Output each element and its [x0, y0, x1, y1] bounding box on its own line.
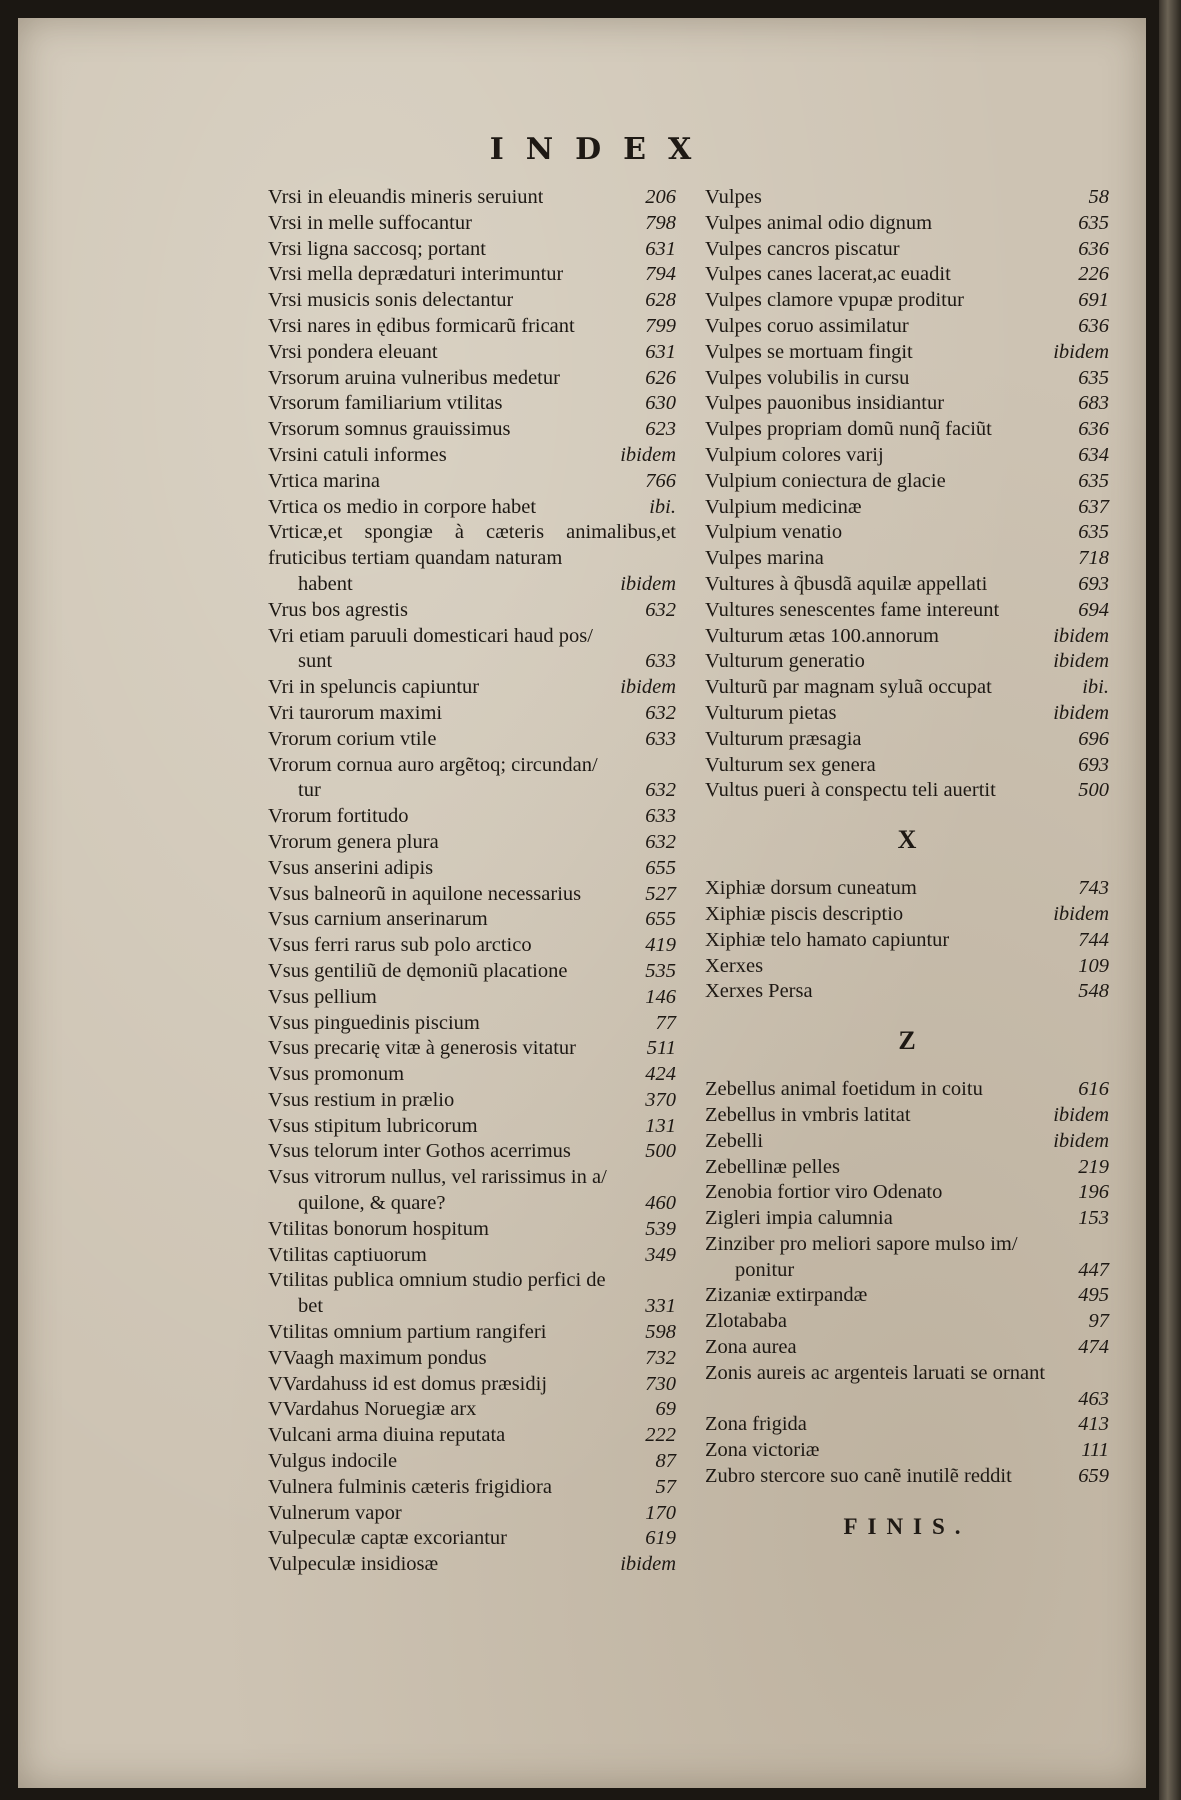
- entry-term: Vsus vitrorum nullus, vel rarissimus in a/: [268, 1166, 607, 1189]
- index-entry: [705, 727, 1109, 753]
- entry-term: Vsus precarię vitæ à generosis vitatur: [268, 1037, 576, 1060]
- index-entry: [705, 237, 1109, 263]
- entry-term: Vrorum cornua auro argẽtoq; circundan/: [268, 753, 598, 776]
- entry-term: Vulpium colores varij: [705, 443, 884, 466]
- entry-page: 691: [1078, 289, 1109, 312]
- entry-term: Vsus pellium: [268, 985, 377, 1008]
- entry-term: Zona victoriæ: [705, 1439, 820, 1462]
- entry-term: Vrorum genera plura: [268, 830, 439, 853]
- entry-page: 69: [655, 1398, 676, 1421]
- index-entry: [268, 366, 676, 392]
- entry-page: 634: [1078, 443, 1109, 466]
- index-entry: [268, 1397, 676, 1423]
- entry-page: 628: [645, 289, 676, 312]
- entry-term: Xiphiæ telo hamato capiuntur: [705, 928, 950, 951]
- entry-page: ibidem: [620, 572, 676, 595]
- entry-page: 630: [645, 392, 676, 415]
- entry-page: 146: [645, 985, 676, 1008]
- entry-page: 619: [645, 1527, 676, 1550]
- index-entry: [268, 1320, 676, 1346]
- entry-page: 131: [645, 1114, 676, 1137]
- index-entry: [705, 340, 1109, 366]
- entry-page: 632: [645, 598, 676, 621]
- entry-term: Vrticæ,et spongiæ à cæteris animalibus,et fruticibus tertiam quandam naturam: [268, 521, 676, 570]
- entry-term: Vtilitas captiuorum: [268, 1243, 427, 1266]
- index-entry: [268, 340, 676, 366]
- index-entry: [705, 185, 1109, 211]
- entry-page: 683: [1078, 392, 1109, 415]
- entry-page: ibidem: [1053, 340, 1109, 363]
- index-entry: [268, 1139, 676, 1165]
- index-entry: [268, 1088, 676, 1114]
- index-entry: [268, 185, 676, 211]
- entry-term: Vulgus indocile: [268, 1450, 398, 1473]
- index-entry: [268, 1372, 676, 1398]
- entry-term: Vulpes animal odio dignum: [705, 211, 933, 234]
- x-entries: [705, 876, 1109, 1005]
- index-entry: [268, 675, 676, 701]
- section-heading-x: X: [897, 825, 917, 855]
- index-entry: [705, 1309, 1109, 1335]
- index-entry: [705, 211, 1109, 237]
- index-entry: [705, 902, 1109, 928]
- index-entry: [268, 391, 676, 417]
- index-entry: [705, 624, 1109, 650]
- index-entry: [705, 366, 1109, 392]
- entry-term: Vulpes propriam domũ nunq̃ faciũt: [705, 418, 992, 441]
- entry-term: Vulnerum vapor: [268, 1501, 402, 1524]
- index-entry: [705, 649, 1109, 675]
- entry-page: ibi.: [1082, 676, 1109, 699]
- entry-page: 419: [645, 934, 676, 957]
- entry-term: Zebellus animal foetidum in coitu: [705, 1078, 983, 1101]
- entry-term: Xiphiæ dorsum cuneatum: [705, 877, 917, 900]
- index-entry: [268, 1526, 676, 1552]
- index-entry: [705, 443, 1109, 469]
- index-entry: [268, 701, 676, 727]
- index-entry: [268, 1346, 676, 1372]
- index-entry: [705, 391, 1109, 417]
- index-entry: [268, 1217, 676, 1243]
- entry-term-continuation: tur: [298, 779, 321, 802]
- index-entry: [268, 1475, 676, 1501]
- index-entry: [705, 1412, 1109, 1438]
- entry-page: ibidem: [1053, 1129, 1109, 1152]
- entry-page: 474: [1078, 1336, 1109, 1359]
- index-entry: [268, 495, 676, 521]
- index-entry: [268, 1243, 676, 1269]
- entry-page: 623: [645, 418, 676, 441]
- index-entry: [705, 778, 1109, 804]
- entry-term: Vultures à q̃busdã aquilæ appellati: [705, 572, 988, 595]
- page-title: INDEX: [489, 132, 714, 167]
- index-entry: [268, 262, 676, 288]
- index-entry: [705, 979, 1109, 1005]
- entry-page: 58: [1088, 186, 1109, 208]
- entry-page: 635: [1078, 521, 1109, 544]
- entry-page: 616: [1078, 1078, 1109, 1101]
- index-entry: [705, 1283, 1109, 1309]
- entry-term: Vrsi pondera eleuant: [268, 340, 438, 363]
- entry-term: Vulturum præsagia: [705, 727, 862, 750]
- index-entry: [268, 804, 676, 830]
- index-entry: [268, 933, 676, 959]
- index-entry: [705, 546, 1109, 572]
- entry-term: Vulturum sex genera: [705, 753, 876, 776]
- entry-term: Vulpium coniectura de glacie: [705, 469, 946, 492]
- index-entry: [268, 1165, 676, 1217]
- entry-page: ibidem: [620, 1553, 676, 1576]
- index-entry: [705, 1103, 1109, 1129]
- entry-page: 633: [645, 650, 676, 673]
- entry-term: Vsus pinguedinis piscium: [268, 1011, 480, 1034]
- entry-term: Vsus anserini adipis: [268, 856, 434, 879]
- entry-page: ibidem: [1053, 624, 1109, 647]
- index-entry: [268, 314, 676, 340]
- index-entry: [268, 1552, 676, 1578]
- entry-term: Vulpeculæ captæ excoriantur: [268, 1527, 507, 1550]
- entry-page: ibidem: [1053, 902, 1109, 925]
- index-entry: [268, 288, 676, 314]
- entry-term-continuation: quilone, & quare?: [298, 1192, 446, 1215]
- entry-term: Xiphiæ piscis descriptio: [705, 902, 904, 925]
- entry-page: 331: [645, 1295, 676, 1318]
- index-entry: [268, 211, 676, 237]
- index-entry: [268, 443, 676, 469]
- index-entry: [268, 1449, 676, 1475]
- index-entry: [705, 876, 1109, 902]
- entry-page: 635: [1078, 366, 1109, 389]
- entry-page: 636: [1078, 237, 1109, 260]
- entry-term: Vrsi musicis sonis delectantur: [268, 289, 514, 312]
- index-entry: [705, 469, 1109, 495]
- index-entry: [268, 907, 676, 933]
- index-entry: [268, 1114, 676, 1140]
- index-entry: [268, 469, 676, 495]
- entry-page: 633: [645, 805, 676, 828]
- entry-page: 636: [1078, 314, 1109, 337]
- index-entry: [268, 1268, 676, 1320]
- entry-page: ibidem: [620, 443, 676, 466]
- entry-page: 632: [645, 830, 676, 853]
- entry-term: VVaagh maximum pondus: [268, 1346, 487, 1369]
- index-entry: [705, 1206, 1109, 1232]
- entry-term: Zigleri impia calumnia: [705, 1207, 893, 1230]
- entry-term: Vulpes canes lacerat,ac euadit: [705, 263, 951, 286]
- entry-page: 349: [645, 1243, 676, 1266]
- entry-term: Vulpes pauonibus insidiantur: [705, 392, 945, 415]
- entry-term-continuation: ponitur: [735, 1258, 795, 1281]
- entry-page: 463: [1078, 1387, 1109, 1410]
- index-entry: [268, 598, 676, 624]
- index-entry: [705, 314, 1109, 340]
- entry-page: 219: [1078, 1155, 1109, 1178]
- entry-page: ibidem: [1053, 650, 1109, 673]
- entry-term: Zubro stercore suo canẽ inutilẽ reddit: [705, 1465, 1012, 1488]
- entry-term: Zona aurea: [705, 1336, 797, 1359]
- index-entry: [705, 1180, 1109, 1206]
- index-entry: [705, 1438, 1109, 1464]
- index-entry: [705, 288, 1109, 314]
- entry-term: Vultures senescentes fame intereunt: [705, 598, 1000, 621]
- index-entry: [705, 417, 1109, 443]
- entry-term: Vrsi ligna saccosq; portant: [268, 237, 486, 260]
- entry-term: Vultus pueri à conspectu teli auertit: [705, 779, 996, 802]
- entry-term: Zona frigida: [705, 1413, 807, 1436]
- entry-term: Vrsini catuli informes: [268, 443, 447, 466]
- index-entry: [268, 727, 676, 753]
- index-entry: [705, 675, 1109, 701]
- entry-page: 694: [1078, 598, 1109, 621]
- entry-page: 548: [1078, 980, 1109, 1003]
- finis-label: FINIS.: [843, 1513, 971, 1539]
- entry-page: 77: [655, 1011, 676, 1034]
- index-entry: [268, 237, 676, 263]
- entry-page: 109: [1078, 954, 1109, 977]
- entry-term: Vtilitas omnium partium rangiferi: [268, 1321, 547, 1344]
- entry-page: 500: [1078, 779, 1109, 802]
- entry-term-continuation: sunt: [298, 650, 333, 673]
- entry-page: 655: [645, 856, 676, 879]
- entry-page: 539: [645, 1217, 676, 1240]
- entry-term: Vrtica marina: [268, 469, 381, 492]
- entry-page: 636: [1078, 418, 1109, 441]
- entry-term: Xerxes Persa: [705, 980, 813, 1003]
- entry-term: Vulpes cancros piscatur: [705, 237, 900, 260]
- entry-page: 170: [645, 1501, 676, 1524]
- entry-page: 637: [1078, 495, 1109, 518]
- entry-page: 511: [646, 1037, 676, 1060]
- entry-term: Vsus telorum inter Gothos acerrimus: [268, 1140, 571, 1163]
- entry-page: 799: [645, 314, 676, 337]
- entry-term: Vulpium medicinæ: [705, 495, 862, 518]
- index-entry: [268, 882, 676, 908]
- entry-term: Vrsi in eleuandis mineris seruiunt: [268, 186, 544, 208]
- entry-term-continuation: bet: [298, 1295, 324, 1318]
- entry-term: Vri taurorum maximi: [268, 701, 443, 724]
- entry-term: Vulpes volubilis in cursu: [705, 366, 910, 389]
- index-entry: [705, 262, 1109, 288]
- entry-term: Vrorum corium vtile: [268, 727, 437, 750]
- entry-page: 535: [645, 959, 676, 982]
- entry-page: 631: [645, 237, 676, 260]
- entry-term: Vtilitas bonorum hospitum: [268, 1217, 489, 1240]
- right-column: [705, 185, 1109, 1540]
- entry-term: Zebellinæ pelles: [705, 1155, 840, 1178]
- entry-term: Xerxes: [705, 954, 764, 977]
- entry-page: 87: [655, 1450, 676, 1473]
- entry-term: Vri in speluncis capiuntur: [268, 676, 480, 699]
- entry-page: ibidem: [620, 676, 676, 699]
- entry-page: 730: [645, 1372, 676, 1395]
- index-entry: [268, 1423, 676, 1449]
- entry-page: ibi.: [649, 495, 676, 518]
- entry-page: 798: [645, 211, 676, 234]
- index-entry: [268, 417, 676, 443]
- index-entry: [705, 1361, 1109, 1413]
- entry-page: 226: [1078, 263, 1109, 286]
- entry-page: 626: [645, 366, 676, 389]
- entry-page: 447: [1078, 1258, 1109, 1281]
- entry-term: Zlotababa: [705, 1310, 787, 1333]
- entry-term: Zinziber pro meliori sapore mulso im/: [705, 1232, 1018, 1255]
- entry-page: 97: [1088, 1310, 1109, 1333]
- entry-term: Vulpes marina: [705, 547, 824, 570]
- entry-term: Zenobia fortior viro Odenato: [705, 1181, 943, 1204]
- entry-page: 635: [1078, 469, 1109, 492]
- entry-page: 655: [645, 908, 676, 931]
- entry-term: Vulturum generatio: [705, 650, 865, 673]
- entry-term: Vulpium venatio: [705, 521, 843, 544]
- entry-term: Vsus stipitum lubricorum: [268, 1114, 478, 1137]
- entry-page: 57: [655, 1475, 676, 1498]
- entry-term: Vulpes: [705, 186, 762, 208]
- index-entry: [705, 1129, 1109, 1155]
- index-entry: [705, 1232, 1109, 1284]
- entry-term: Vsus ferri rarus sub polo arctico: [268, 934, 532, 957]
- index-entry: [268, 959, 676, 985]
- entry-term: Vulpes se mortuam fingit: [705, 340, 913, 363]
- entry-page: 632: [645, 779, 676, 802]
- entry-page: 153: [1078, 1207, 1109, 1230]
- entry-page: 693: [1078, 572, 1109, 595]
- entry-page: 693: [1078, 753, 1109, 776]
- entry-page: 222: [645, 1424, 676, 1447]
- entry-page: 743: [1078, 877, 1109, 900]
- section-heading-z: Z: [898, 1026, 916, 1056]
- entry-term: Vrsi mella deprædaturi interimuntur: [268, 263, 564, 286]
- entry-page: 527: [645, 882, 676, 905]
- index-entry: [268, 520, 676, 597]
- entry-page: 633: [645, 727, 676, 750]
- entry-term: Vrus bos agrestis: [268, 598, 408, 621]
- entry-page: 424: [645, 1063, 676, 1086]
- index-entry: [705, 753, 1109, 779]
- entry-term: Vulturum pietas: [705, 701, 837, 724]
- index-entry: [268, 1062, 676, 1088]
- entry-term: VVardahuss id est domus præsidij: [268, 1372, 548, 1395]
- entry-page: 718: [1078, 547, 1109, 570]
- index-entry: [705, 572, 1109, 598]
- entry-term: Vrsorum somnus grauissimus: [268, 418, 511, 441]
- index-entry: [705, 520, 1109, 546]
- entry-term: Vri etiam paruuli domesticari haud pos/: [268, 624, 593, 647]
- entry-term: Vtilitas publica omnium studio perfici de: [268, 1269, 606, 1292]
- entry-term: Vrsorum familiarium vtilitas: [268, 392, 503, 415]
- entry-term: Vrsi nares in ędibus formicarũ fricant: [268, 314, 575, 337]
- entry-page: 370: [645, 1088, 676, 1111]
- index-entry: [705, 1155, 1109, 1181]
- entry-page: 632: [645, 701, 676, 724]
- entry-term: Vrtica os medio in corpore habet: [268, 495, 537, 518]
- entry-term: Zebelli: [705, 1129, 764, 1152]
- z-entries: [705, 1077, 1109, 1490]
- index-entry: [705, 1335, 1109, 1361]
- index-entry: [705, 928, 1109, 954]
- entry-page: 744: [1078, 928, 1109, 951]
- index-entry: [705, 495, 1109, 521]
- entry-term: Vrorum fortitudo: [268, 805, 409, 828]
- entry-term: Vulnera fulminis cæteris frigidiora: [268, 1475, 552, 1498]
- entry-term: Vulpes clamore vpupæ proditur: [705, 289, 964, 312]
- index-entry: [705, 1077, 1109, 1103]
- v-entries-continued: [705, 185, 1109, 804]
- entry-page: 460: [645, 1192, 676, 1215]
- entry-term: Vrsi in melle suffocantur: [268, 211, 472, 234]
- entry-page: 598: [645, 1321, 676, 1344]
- page-edge: [1159, 0, 1181, 1800]
- entry-term: Vsus balneorũ in aquilone necessarius: [268, 882, 582, 905]
- entry-page: 206: [645, 186, 676, 208]
- entry-term: Vrsorum aruina vulneribus medetur: [268, 366, 560, 389]
- index-entry: [705, 598, 1109, 624]
- entry-term: Vsus carnium anserinarum: [268, 908, 488, 931]
- entry-term: Vulcani arma diuina reputata: [268, 1424, 506, 1447]
- index-entry: [268, 830, 676, 856]
- index-entry: [268, 753, 676, 805]
- left-column: [268, 185, 676, 1578]
- index-entry: [705, 1464, 1109, 1490]
- index-entry: [268, 856, 676, 882]
- index-entry: [268, 1036, 676, 1062]
- entry-page: 631: [645, 340, 676, 363]
- entry-page: 111: [1081, 1439, 1109, 1462]
- entry-term: Vulpes coruo assimilatur: [705, 314, 909, 337]
- entry-term: Vsus restium in prælio: [268, 1088, 455, 1111]
- entry-page: 696: [1078, 727, 1109, 750]
- entry-term: Zebellus in vmbris latitat: [705, 1103, 911, 1126]
- entry-page: ibidem: [1053, 701, 1109, 724]
- index-entry: [705, 954, 1109, 980]
- entry-page: 196: [1078, 1181, 1109, 1204]
- entry-term: Vulturum ætas 100.annorum: [705, 624, 939, 647]
- entry-page: 794: [645, 263, 676, 286]
- entry-term: Vulpeculæ insidiosæ: [268, 1553, 439, 1576]
- entry-page: ibidem: [1053, 1103, 1109, 1126]
- entry-page: 766: [645, 469, 676, 492]
- entry-term: Vulturũ par magnam syluã occupat: [705, 676, 992, 699]
- entry-term: Zizaniæ extirpandæ: [705, 1284, 868, 1307]
- entry-term: VVardahus Noruegiæ arx: [268, 1398, 477, 1421]
- entry-page: 413: [1078, 1413, 1109, 1436]
- index-entry: [268, 985, 676, 1011]
- entry-page: 732: [645, 1346, 676, 1369]
- entry-term: Vsus gentiliũ de dęmoniũ placatione: [268, 959, 568, 982]
- entry-page: 500: [645, 1140, 676, 1163]
- index-entry: [268, 1011, 676, 1037]
- entry-term: Vsus promonum: [268, 1063, 405, 1086]
- index-entry: [705, 701, 1109, 727]
- entry-page: 495: [1078, 1284, 1109, 1307]
- entry-term-continuation: habent: [298, 572, 353, 595]
- entry-page: 635: [1078, 211, 1109, 234]
- index-entry: [268, 624, 676, 676]
- entry-term: Zonis aureis ac argenteis laruati se ornant: [705, 1361, 1046, 1384]
- entry-page: 659: [1078, 1465, 1109, 1488]
- index-entry: [268, 1501, 676, 1527]
